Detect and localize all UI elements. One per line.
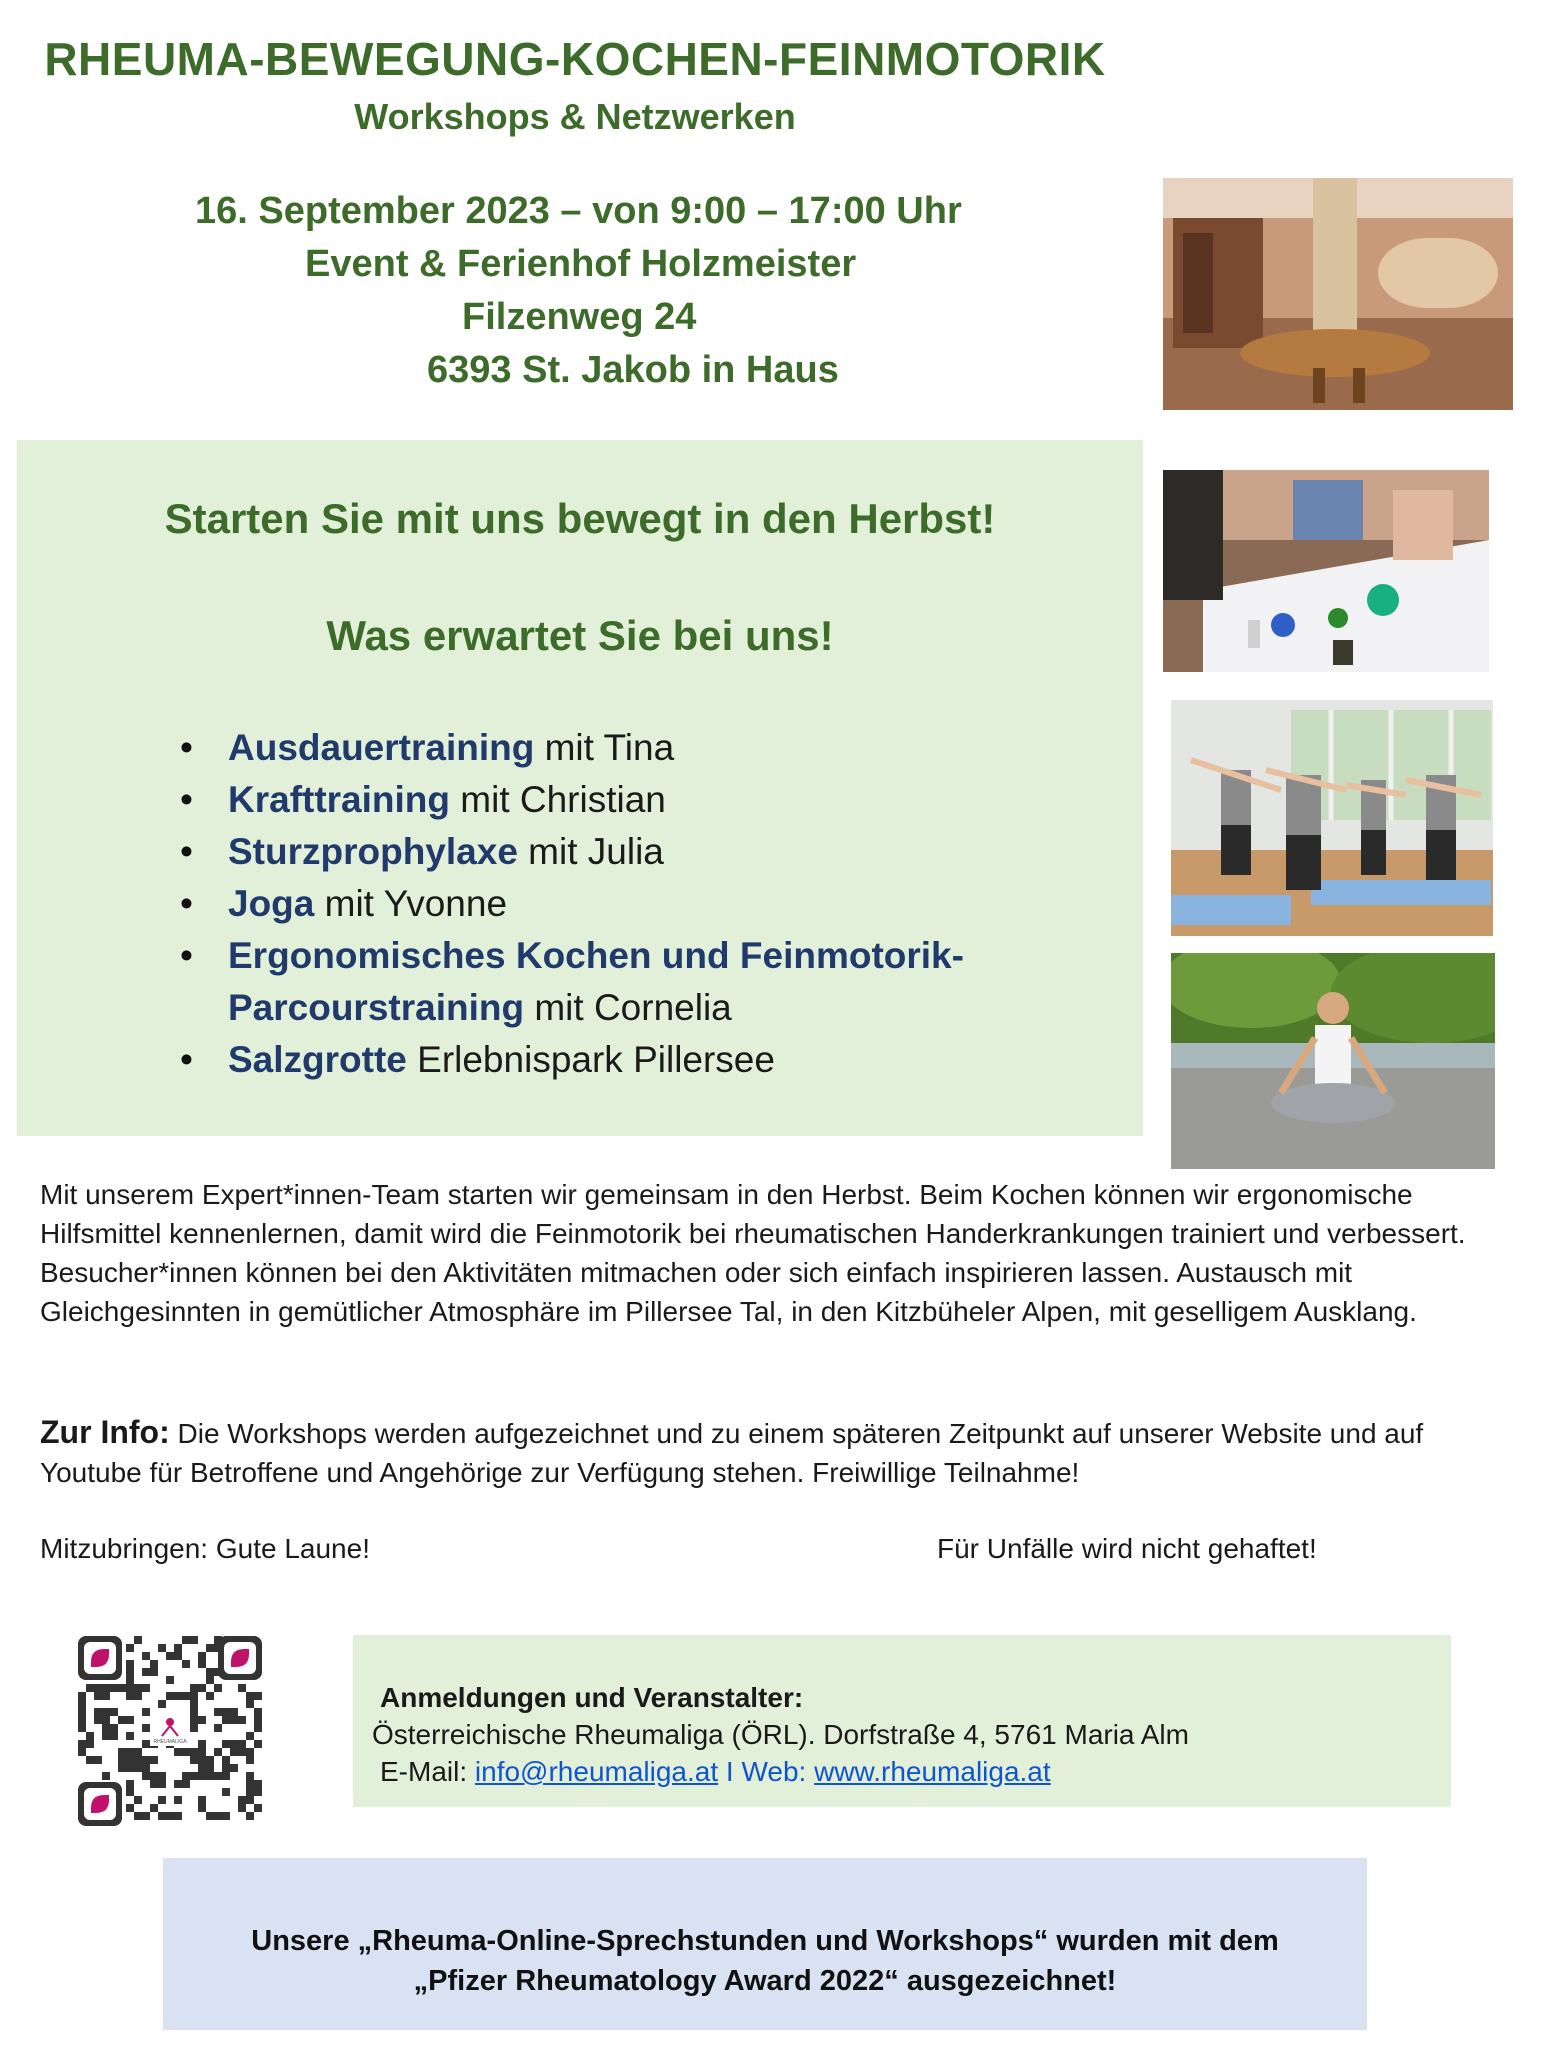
qr-module (126, 1644, 134, 1652)
list-item (180, 878, 1080, 930)
activity-name: Joga (228, 883, 315, 924)
qr-module (150, 1780, 158, 1788)
qr-module (78, 1708, 86, 1716)
qr-module (150, 1804, 158, 1812)
qr-module (230, 1740, 238, 1748)
qr-module (198, 1804, 206, 1812)
qr-module (246, 1796, 254, 1804)
activity-name: Sturzprophylaxe (228, 831, 518, 872)
qr-module (126, 1684, 134, 1692)
qr-module (126, 1804, 134, 1812)
qr-module (142, 1772, 150, 1780)
activity-name: Salzgrotte (228, 1039, 407, 1080)
qr-module (206, 1772, 214, 1780)
qr-module (142, 1708, 150, 1716)
qr-module (222, 1764, 230, 1772)
qr-module (142, 1812, 150, 1820)
qr-module (198, 1764, 206, 1772)
qr-module (94, 1692, 102, 1700)
list-item (180, 722, 1080, 774)
qr-module (102, 1692, 110, 1700)
event-city: 6393 St. Jakob in Haus (427, 349, 839, 391)
activity-detail: mit Christian (450, 779, 666, 820)
qr-module (214, 1684, 222, 1692)
qr-module (238, 1716, 246, 1724)
qr-module (110, 1724, 118, 1732)
qr-module (198, 1684, 206, 1692)
qr-module (78, 1716, 86, 1724)
qr-module (246, 1748, 254, 1756)
qr-module (230, 1748, 238, 1756)
liability-note: Für Unfälle wird nicht gehaftet! (937, 1533, 1317, 1564)
qr-module (134, 1636, 142, 1644)
website-link[interactable]: www.rheumaliga.at (814, 1756, 1051, 1787)
qr-module (110, 1684, 118, 1692)
qr-module (222, 1740, 230, 1748)
group-exercise-photo (1171, 700, 1493, 936)
qr-module (102, 1772, 110, 1780)
qr-module (102, 1716, 110, 1724)
highlight-question: Was erwartet Sie bei uns! (326, 612, 834, 659)
qr-module (174, 1812, 182, 1820)
organizer-address: Österreichische Rheumaliga (ÖRL). Dorfstraße 4, 5761 Maria Alm (372, 1719, 1189, 1750)
highlight-headline: Starten Sie mit uns bewegt in den Herbst! (164, 495, 996, 542)
qr-module (238, 1748, 246, 1756)
qr-module (174, 1796, 182, 1804)
activity-list (180, 722, 1080, 1086)
qr-module (142, 1740, 150, 1748)
qr-module (190, 1684, 198, 1692)
qr-module (198, 1796, 206, 1804)
qr-module (126, 1780, 134, 1788)
qr-module (254, 1692, 262, 1700)
qr-module (246, 1780, 254, 1788)
qr-module (134, 1764, 142, 1772)
activity-detail: mit Tina (534, 727, 675, 768)
qr-module (190, 1772, 198, 1780)
qr-module (198, 1748, 206, 1756)
qr-module (190, 1636, 198, 1644)
activity-detail: mit Julia (517, 831, 664, 872)
qr-module (190, 1756, 198, 1764)
qr-module (182, 1748, 190, 1756)
qr-module (222, 1772, 230, 1780)
info-text: Die Workshops werden aufgezeichnet und zu einem späteren Zeitpunkt auf unserer Website und auf Youtube für Betroffene und Angehörige zur Verfügung stehen. Freiwillige Teilnahme! (40, 1418, 1424, 1488)
qr-module (254, 1724, 262, 1732)
qr-module (158, 1700, 166, 1708)
activity-name: Ergonomisches Kochen und Feinmotorik-Parcourstraining (228, 935, 964, 1028)
email-label: E-Mail: (380, 1756, 475, 1787)
list-item (180, 1034, 1080, 1086)
qr-module (174, 1748, 182, 1756)
info-label: Zur Info: (40, 1414, 170, 1450)
qr-finder-top-right (218, 1636, 262, 1680)
qr-module (222, 1788, 230, 1796)
event-street: Filzenweg 24 (462, 296, 697, 338)
qr-module (206, 1692, 214, 1700)
activity-detail: mit Yvonne (314, 883, 508, 924)
activity-detail: Erlebnispark Pillersee (406, 1039, 775, 1080)
event-date: 16. September 2023 – von 9:00 – 17:00 Uhr (195, 190, 962, 232)
web-label: I Web: (718, 1756, 815, 1787)
qr-module (102, 1724, 110, 1732)
farmhouse-interior-photo (1163, 178, 1513, 410)
qr-module (142, 1668, 150, 1676)
qr-module (134, 1692, 142, 1700)
qr-module (134, 1756, 142, 1764)
qr-module (198, 1652, 206, 1660)
qr-module (158, 1644, 166, 1652)
qr-module (174, 1692, 182, 1700)
qr-module (118, 1764, 126, 1772)
qr-module (94, 1708, 102, 1716)
activity-name: Ausdauertraining (228, 727, 535, 768)
qr-module (78, 1724, 86, 1732)
qr-module (254, 1780, 262, 1788)
qr-module (214, 1812, 222, 1820)
qr-module (94, 1684, 102, 1692)
qr-module (126, 1676, 134, 1684)
registration-heading: Anmeldungen und Veranstalter: (380, 1682, 804, 1713)
activity-name: Krafttraining (228, 779, 450, 820)
qr-module (182, 1660, 190, 1668)
qr-module (174, 1780, 182, 1788)
qr-module (246, 1772, 254, 1780)
qr-module (102, 1684, 110, 1692)
qr-module (126, 1756, 134, 1764)
qr-module (126, 1668, 134, 1676)
qr-module (158, 1780, 166, 1788)
qr-module (222, 1716, 230, 1724)
list-item (180, 774, 1080, 826)
qr-module (198, 1772, 206, 1780)
event-description: Mit unserem Expert*innen-Team starten wir gemeinsam in den Herbst. Beim Kochen können wir ergonomische Hilfsmittel kennenlernen, damit wird die Feinmotorik bei rheumatischen Handerkrankungen trainiert und verbessert. Besucher*innen können bei den Aktivitäten mitmachen oder sich einfach inspirieren lassen. Austausch mit Gleichgesinnten in gemütlicher Atmosphäre im Pillersee Tal, in den Kitzbüheler Alpen, mit geselligem Ausklang. (40, 1179, 1466, 1327)
qr-module (142, 1652, 150, 1660)
qr-module (86, 1732, 94, 1740)
qr-module (206, 1676, 214, 1684)
list-item (180, 826, 1080, 878)
qr-module (78, 1700, 86, 1708)
contact-line (380, 1753, 1051, 1790)
qr-logo-text: RHEUMALIGA (153, 1739, 187, 1745)
qr-module (174, 1652, 182, 1660)
qr-module (182, 1692, 190, 1700)
qr-module (238, 1684, 246, 1692)
page-title: RHEUMA-BEWEGUNG-KOCHEN-FEINMOTORIK (44, 33, 1106, 85)
qr-module (190, 1700, 198, 1708)
qr-module (206, 1756, 214, 1764)
qr-module (150, 1668, 158, 1676)
list-item (180, 930, 988, 1034)
qr-module (214, 1772, 222, 1780)
qr-module (206, 1644, 214, 1652)
qr-module (246, 1732, 254, 1740)
info-paragraph (40, 1413, 1480, 1492)
qr-module (214, 1708, 222, 1716)
qr-module (158, 1812, 166, 1820)
qr-module (142, 1764, 150, 1772)
qr-module (126, 1748, 134, 1756)
qr-module (86, 1756, 94, 1764)
qr-module (166, 1692, 174, 1700)
qr-module (166, 1676, 174, 1684)
qr-module (246, 1692, 254, 1700)
qr-module (254, 1788, 262, 1796)
qr-module (246, 1756, 254, 1764)
activity-detail: mit Cornelia (524, 987, 732, 1028)
award-line-1: Unsere „Rheuma-Online-Sprechstunden und Workshops“ wurden mit dem (251, 1925, 1279, 1957)
qr-module (134, 1796, 142, 1804)
bring-note: Mitzubringen: Gute Laune! (40, 1533, 370, 1564)
qr-module (182, 1772, 190, 1780)
qr-module (134, 1684, 142, 1692)
qr-module (110, 1732, 118, 1740)
qr-module (86, 1740, 94, 1748)
award-line-2: „Pfizer Rheumatology Award 2022“ ausgezeichnet! (413, 1965, 1117, 1997)
qr-module (206, 1812, 214, 1820)
qr-module (230, 1708, 238, 1716)
qr-module (254, 1804, 262, 1812)
qr-module (206, 1668, 214, 1676)
qr-module (230, 1716, 238, 1724)
qr-module (166, 1812, 174, 1820)
qr-code[interactable] (78, 1636, 262, 1826)
qr-module (102, 1708, 110, 1716)
qr-module (238, 1740, 246, 1748)
qr-module (126, 1764, 134, 1772)
qr-module (142, 1684, 150, 1692)
qr-module (86, 1684, 94, 1692)
qr-module (238, 1804, 246, 1812)
qr-module (182, 1780, 190, 1788)
qr-module (118, 1756, 126, 1764)
qr-module (78, 1692, 86, 1700)
qr-module (174, 1644, 182, 1652)
qr-module (118, 1748, 126, 1756)
qr-module (118, 1684, 126, 1692)
qr-module (126, 1692, 134, 1700)
qr-module (166, 1652, 174, 1660)
qr-module (110, 1708, 118, 1716)
qr-module (94, 1756, 102, 1764)
qr-module (158, 1796, 166, 1804)
qr-module (222, 1812, 230, 1820)
qr-module (150, 1660, 158, 1668)
meditation-riverside-photo (1171, 953, 1495, 1169)
fine-motor-table-photo (1163, 470, 1489, 672)
qr-module (190, 1716, 198, 1724)
qr-module (102, 1732, 110, 1740)
qr-module (158, 1772, 166, 1780)
qr-module (190, 1692, 198, 1700)
qr-module (238, 1796, 246, 1804)
qr-module (198, 1716, 206, 1724)
qr-module (126, 1716, 134, 1724)
qr-module (254, 1740, 262, 1748)
qr-module (126, 1660, 134, 1668)
qr-module (230, 1764, 238, 1772)
qr-module (198, 1660, 206, 1668)
email-link[interactable]: info@rheumaliga.at (474, 1756, 719, 1787)
qr-module (150, 1772, 158, 1780)
qr-module (78, 1748, 86, 1756)
qr-module (78, 1740, 86, 1748)
qr-module (214, 1724, 222, 1732)
qr-module (182, 1636, 190, 1644)
qr-module (214, 1748, 222, 1756)
qr-finder-top-left (78, 1636, 122, 1680)
qr-module (190, 1724, 198, 1732)
qr-module (142, 1724, 150, 1732)
qr-module (126, 1732, 134, 1740)
qr-module (198, 1740, 206, 1748)
qr-finder-bottom-left (78, 1782, 122, 1826)
qr-module (190, 1708, 198, 1716)
qr-module (134, 1748, 142, 1756)
qr-module (222, 1708, 230, 1716)
page-subtitle: Workshops & Netzwerken (354, 96, 796, 137)
qr-module (246, 1700, 254, 1708)
qr-module (150, 1756, 158, 1764)
qr-module (118, 1716, 126, 1724)
qr-module (246, 1788, 254, 1796)
qr-module (254, 1716, 262, 1724)
event-venue: Event & Ferienhof Holzmeister (305, 243, 857, 285)
qr-module (222, 1756, 230, 1764)
qr-module (190, 1748, 198, 1756)
qr-module (94, 1716, 102, 1724)
qr-module (134, 1812, 142, 1820)
qr-module (206, 1764, 214, 1772)
qr-module (246, 1812, 254, 1820)
qr-module (198, 1756, 206, 1764)
qr-module (142, 1756, 150, 1764)
qr-module (126, 1788, 134, 1796)
qr-module (254, 1708, 262, 1716)
